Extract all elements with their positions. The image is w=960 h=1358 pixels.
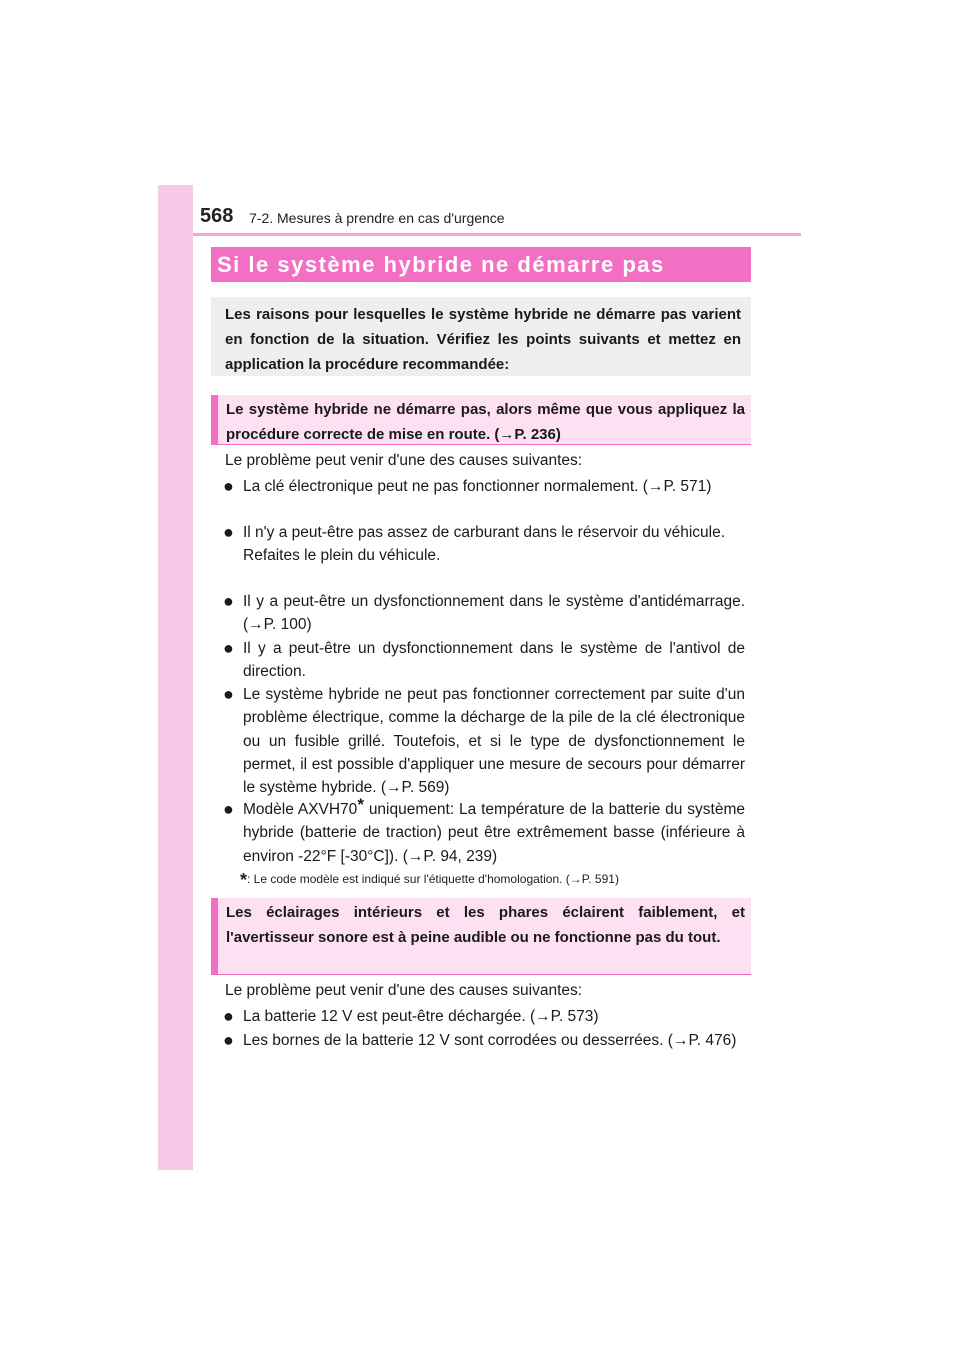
bullet-icon: ● — [223, 638, 234, 658]
footnote-star: * — [240, 870, 248, 890]
section2-lead: Le problème peut venir d'une des causes suivantes: — [225, 982, 583, 999]
section1-lead: Le problème peut venir d'une des causes suivantes: — [225, 452, 583, 469]
header-rule — [193, 233, 801, 236]
side-margin-strip — [158, 185, 193, 1170]
bullet-icon: ● — [223, 1006, 234, 1026]
bullet-icon: ● — [223, 1030, 234, 1050]
footnote — [240, 870, 619, 891]
list-item: ● Il y a peut-être un dysfonctionnement dans le système d'antidémarrage. (→P. 100) — [223, 591, 745, 634]
section-label: 7-2. Mesures à prendre en cas d'urgence — [249, 210, 505, 226]
list-item: ● Il n'y a peut-être pas assez de carburant dans le réservoir du véhicule. Refaites le plein du véhicule. — [223, 522, 725, 565]
page-number: 568 — [200, 205, 234, 227]
subhead-no-start: Le système hybride ne démarre pas, alors même que vous appliquez la procédure correcte de mise en route. (→P. 236) — [211, 395, 751, 445]
page-title: Si le système hybride ne démarre pas — [217, 251, 665, 277]
subhead-weak-lights: Les éclairages intérieurs et les phares éclairent faiblement, et l'avertisseur sonore est à peine audible ou ne fonctionne pas du tout. — [211, 898, 751, 975]
title-bar — [211, 247, 751, 282]
list-item: ● La clé électronique peut ne pas fonctionner normalement. (→P. 571) — [223, 476, 712, 496]
bullet-icon: ● — [223, 591, 234, 611]
bullet-icon: ● — [223, 476, 234, 496]
bullet-icon: ● — [223, 522, 234, 542]
intro-box: Les raisons pour lesquelles le système hybride ne démarre pas varient en fonction de la situation. Vérifiez les points suivants et mettez en application la procédure recommandée: — [211, 297, 751, 376]
list-item: ● Le système hybride ne peut pas fonctionner correctement par suite d'un problème électrique, comme la décharge de la pile de la clé électronique ou un fusible grillé. Toutefois, et si le type de dysfonctionnement le permet, il est possible d'appliquer une mesure de secours pour démarrer le système hybride. (→P. 569) — [223, 684, 745, 797]
bullet-icon: ● — [223, 684, 234, 704]
list-item: ● Il y a peut-être un dysfonctionnement dans le système de l'antivol de direction. — [223, 638, 745, 681]
footnote-marker: * — [357, 795, 364, 814]
footnote-text: : Le code modèle est indiqué sur l'étiquette d'homologation. (→P. 591) — [247, 872, 619, 886]
list-item: ● Les bornes de la batterie 12 V sont corrodées ou desserrées. (→P. 476) — [223, 1030, 737, 1050]
list-item: ● Modèle AXVH70* uniquement: La température de la batterie du système hybride (batterie de traction) peut être extrêmement basse (inférieure à environ -22°F [-30°C]). (→P. 94, 239) — [223, 795, 745, 865]
model-label: Modèle AXVH70 — [243, 801, 358, 818]
bullet-icon: ● — [223, 799, 234, 819]
list-item: ● La batterie 12 V est peut-être déchargée. (→P. 573) — [223, 1006, 599, 1026]
